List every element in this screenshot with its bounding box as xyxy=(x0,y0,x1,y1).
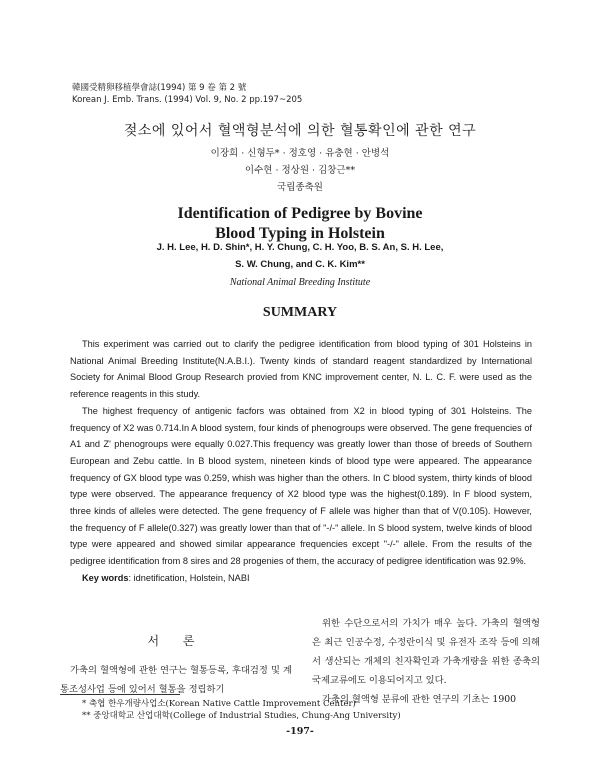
footnote-1: * 축협 한우개량사업소(Korean Native Cattle Improvement Center) xyxy=(82,699,356,709)
journal-line-english: Korean J. Emb. Trans. (1994) Vol. 9, No. 2 pp.197~205 xyxy=(72,95,303,105)
korean-authors-line2: 이수현 · 정상원 · 김창근** xyxy=(244,165,356,176)
korean-authors-line1: 이장희 · 신형두* · 정호영 · 유충현 · 안병석 xyxy=(210,148,390,159)
abstract-paragraph-2: The highest frequency of antigenic facfors was obtained from X2 in blood typing of 301 Holsteins. The frequency of X2 was 0.714.In A blood system, four kinds of phenogroups were observed. The gene frequencies of A1 and Z' phenogroups were equally 0.027.This frequency was greatly lower than those of breeds of Southern European and Zebu cattle. In B blood system, nineteen kinds of blood type were appeared. The appearance frequency of GX blood type was 0.259, whish was higher than the others. In C blood system, thirty kinds of blood type were observed. The appearance frequency of X2 blood type was the highest(0.189). In F blood system, three kinds of alleles were detected. The gene frequency of F allele was higher than that of V(0.105). However, the frequency of F allele(0.327) was greatly lower than that of "-/-" allele. In S blood system, twelve kinds of blood type were appeared and showed similar appearance frequencies except "-/-" allele. From the results of the pedigree identification from 8 sires and 28 progenies of them, the accuracy of pedigree identification was 92.9%. xyxy=(70,405,532,567)
abstract xyxy=(70,336,532,587)
summary-heading: SUMMARY xyxy=(262,305,338,320)
korean-institute: 국립종축원 xyxy=(277,182,323,193)
journal-header xyxy=(72,82,302,106)
footnote-2: ** 중앙대학교 산업대학(College of Industrial Studies, Chung-Ang University) xyxy=(82,711,401,721)
journal-line-korean: 韓國受精卵移植學會誌(1994) 第 9 卷 第 2 號 xyxy=(72,83,247,93)
keywords-list: : idnetification, Holstein, NABI xyxy=(128,572,250,583)
intro-heading: 서 론 xyxy=(147,634,205,648)
english-title xyxy=(0,204,600,244)
intro-left-text: 가축의 혈액형에 관한 연구는 혈통등록, 후대검정 및 계통조성사업 등에 있어서 혈통을 정립하기 xyxy=(60,665,292,695)
intro-right-text-2: 가축의 혈액형 분류에 관한 연구의 기초는 1900 xyxy=(322,694,517,705)
intro-right-column xyxy=(312,614,540,709)
keywords xyxy=(70,570,532,587)
footnote-divider xyxy=(60,694,180,695)
page-number: -197- xyxy=(286,726,314,737)
abstract-paragraph-1: This experiment was carried out to clarify the pedigree identification from blood typing of 301 Holsteins in National Animal Breeding Institute(N.A.B.I.). Twenty kinds of standard reagent standardized by International Society for Animal Blood Group Research provied from KNC improvement center, N. L. C. F. were used as the reference reagents in this study. xyxy=(70,339,532,400)
korean-title: 젖소에 있어서 혈액형분석에 의한 혈통확인에 관한 연구 xyxy=(123,123,477,139)
english-authors-line1: J. H. Lee, H. D. Shin*, H. Y. Chung, C. H. Yoo, B. S. An, S. H. Lee, xyxy=(156,242,444,253)
english-institute: National Animal Breeding Institute xyxy=(229,277,371,288)
intro-left-column xyxy=(60,632,292,699)
english-title-line1: Identification of Pedigree by Bovine xyxy=(177,205,423,222)
footnotes xyxy=(82,698,542,722)
english-authors-line2: S. W. Chung, and C. K. Kim** xyxy=(235,259,365,270)
english-title-line2: Blood Typing in Holstein xyxy=(215,225,385,242)
intro-right-text-1: 위한 수단으로서의 가치가 매우 높다. 가축의 혈액형은 최근 인공수정, 수정란이식 및 유전자 조작 등에 의해서 생산되는 개체의 친자확인과 가축개량을 위한 종축의 국제교류에도 이용되어지고 있다. xyxy=(312,618,540,686)
keywords-label: Key words xyxy=(82,572,129,583)
